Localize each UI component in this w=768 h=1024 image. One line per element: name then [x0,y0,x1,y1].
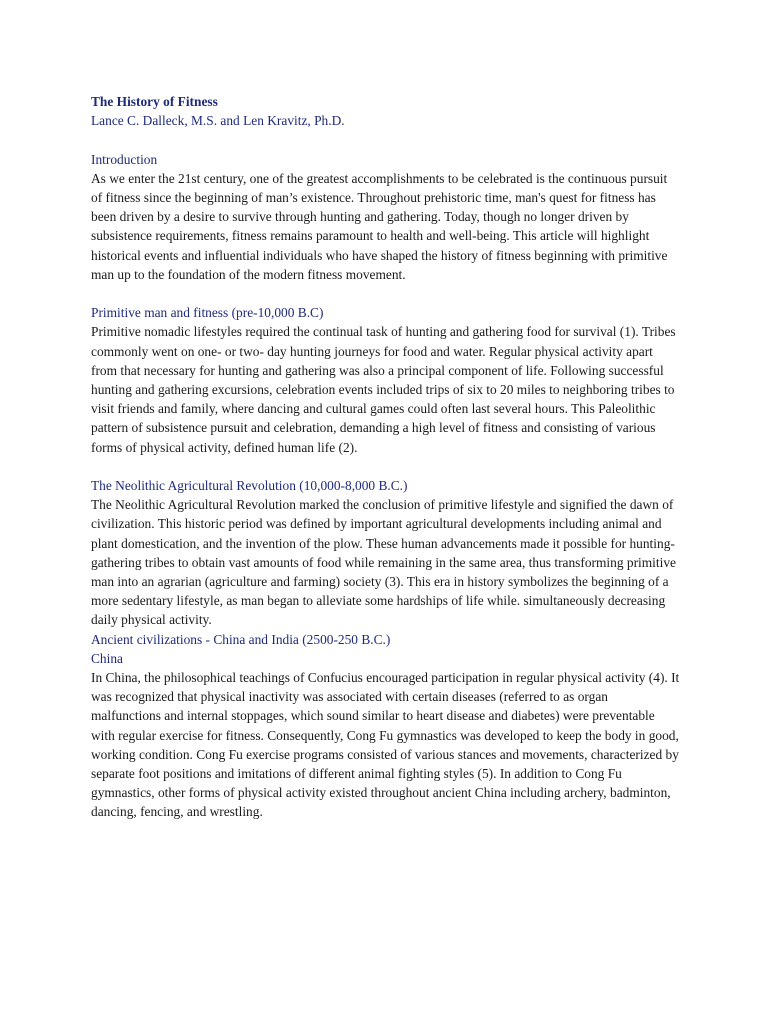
document-title: The History of Fitness [91,94,218,109]
section-body-neolithic: The Neolithic Agricultural Revolution marked the conclusion of primitive lifestyle and signified the dawn of civilization. This historic period was defined by important agricultural developments including animal and plant domestication, and the invention of the plow. These human advancements made it possible for hunting-gathering tribes to obtain vast amounts of food while remaining in the same area, thus transforming primitive man into an agrarian (agriculture and farming) society (3). This era in history symbolizes the beginning of a more sedentary lifestyle, as man began to alleviate some hardships of life while. simultaneously decreasing daily physical activity. [91,497,676,628]
section-heading-ancient-civilizations: Ancient civilizations - China and India (2500-250 B.C.) [91,631,391,647]
section-subheading-china: China [91,650,123,666]
section-heading-neolithic: The Neolithic Agricultural Revolution (10,000-8,000 B.C.) [91,478,408,494]
document-authors: Lance C. Dalleck, M.S. and Len Kravitz, Ph.D. [91,113,345,129]
section-body-primitive-man: Primitive nomadic lifestyles required the continual task of hunting and gathering food for survival (1). Tribes commonly went on one- or two- day hunting journeys for food and water. Regular physical activity apart from that necessary for hunting and gathering was also a principal component of life. Following successful hunting and gathering excursions, celebration events included trips of six to 20 miles to neighboring tribes to visit friends and family, where dancing and cultural games could often last several hours. This Paleolithic pattern of subsistence pursuit and celebration, demanding a high level of fitness and consisting of various forms of physical activity, defined human life (2). [91,324,676,455]
document-page [91,92,681,822]
section-heading-introduction: Introduction [91,151,158,167]
section-body-introduction: As we enter the 21st century, one of the greatest accomplishments to be celebrated is the continuous pursuit of fitness since the beginning of man’s existence. Throughout prehistoric time, man's quest for fitness has been driven by a desire to survive through hunting and gathering. Today, though no longer driven by subsistence requirements, fitness remains paramount to health and well-being. This article will highlight historical events and influential individuals who have shaped the history of fitness beginning with primitive man up to the foundation of the modern fitness movement. [91,170,668,282]
section-body-china: In China, the philosophical teachings of Confucius encouraged participation in regular physical activity (4). It was recognized that physical inactivity was associated with certain diseases (referred to as organ malfunctions and internal stoppages, which sound similar to heart disease and diabetes) were preventable with regular exercise for fitness. Consequently, Cong Fu gymnastics was developed to keep the body in good, working condition. Cong Fu exercise programs consisted of various stances and movements, characterized by separate foot positions and imitations of different animal fighting styles (5). In addition to Cong Fu gymnastics, other forms of physical activity existed throughout ancient China including archery, badminton, dancing, fencing, and wrestling. [91,670,680,820]
section-heading-primitive-man: Primitive man and fitness (pre-10,000 B.C) [91,305,324,321]
